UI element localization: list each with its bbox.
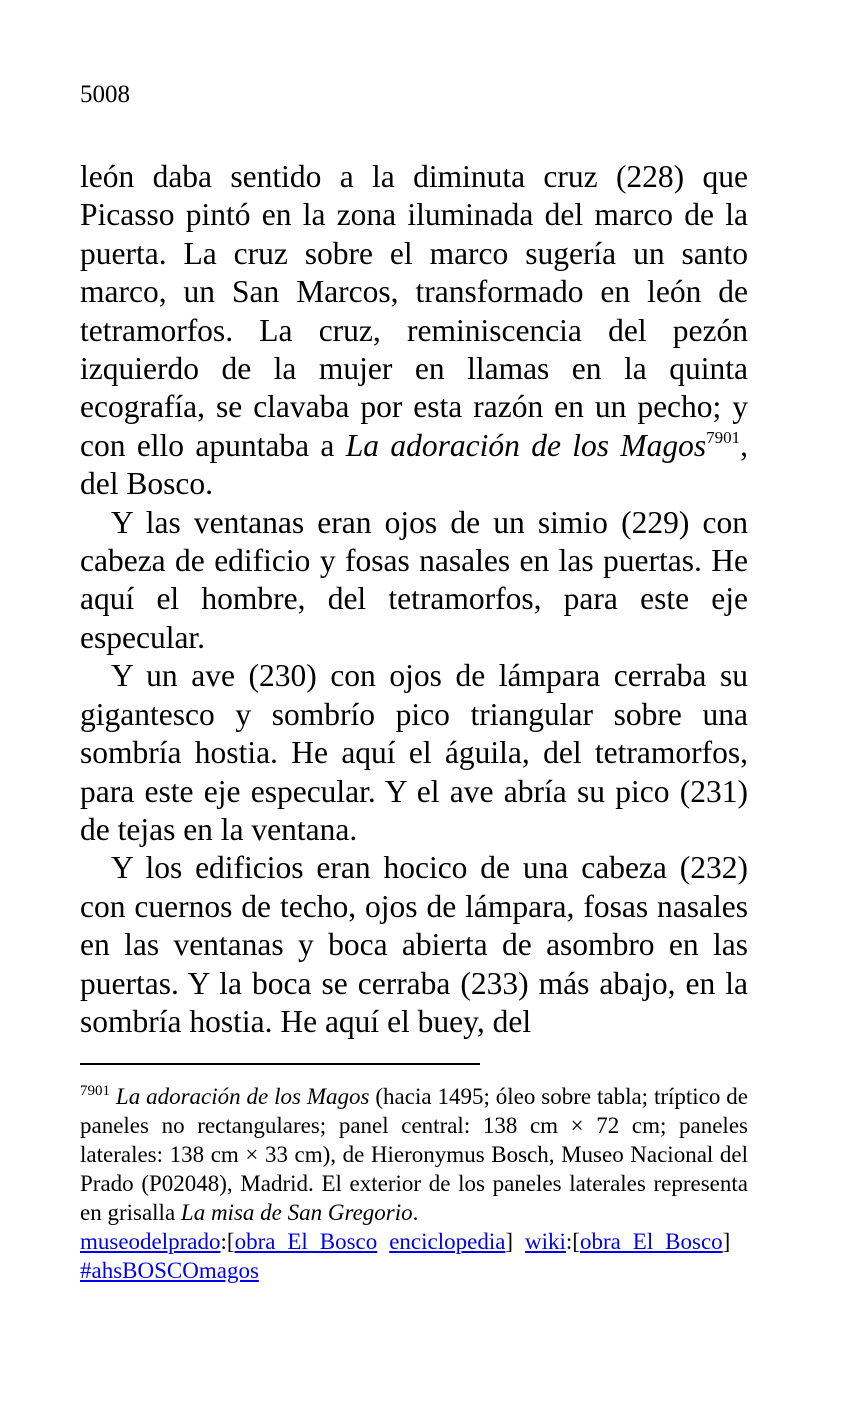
wiki-link[interactable]: wiki <box>525 1229 566 1254</box>
prado-enciclopedia-link[interactable]: enciclopedia <box>389 1229 506 1254</box>
paragraph-1 <box>80 158 748 504</box>
links-separator-1: :[ <box>220 1229 235 1254</box>
footnote-description: (hacia 1495; óleo sobre tabla; tríptico de paneles no rectangulares; panel central: 138 cm × 72 cm; paneles laterales: 138 cm × 33 cm), de Hieronymus Bosch, Museo Nacional del Prado (P02048), Madrid. El exterior de los paneles laterales representa en grisalla <box>80 1084 748 1225</box>
links-close-1: ] <box>505 1229 514 1254</box>
footnote-divider <box>80 1063 480 1065</box>
paragraph-2: Y las ventanas eran ojos de un simio (229) con cabeza de edificio y fosas nasales en las puertas. He aquí el hombre, del tetramorfos, para este eje especular. <box>80 504 748 655</box>
prado-obra-link[interactable]: obra El Bosco <box>234 1229 378 1254</box>
links-close-2: ] <box>722 1229 731 1254</box>
footnote <box>80 1082 748 1285</box>
footnote-reference[interactable]: 7901 <box>706 427 741 447</box>
wiki-obra-link[interactable]: obra El Bosco <box>579 1229 723 1254</box>
artwork-title: La adoración de los Magos <box>345 427 707 463</box>
paragraph-1-text-b: , del Bosco. <box>80 427 748 502</box>
paragraph-3: Y un ave (230) con ojos de lámpara cerraba su gigantesco y sombrío pico triangular sobre una sombría hostia. He aquí el águila, del tetramorfos, para este eje especular. Y el ave abría su pico (231) de tejas en la ventana. <box>80 658 748 847</box>
paragraph-1-text-a: león daba sentido a la diminuta cruz (228) que Picasso pintó en la zona iluminada del marco de la puerta. La cruz sobre el marco sugería un santo marco, un San Marcos, transformado en león de tetramorfos. La cruz, reminiscencia del pezón izquierdo de la mujer en llamas en la quinta ecografía, se clavaba por esta razón en un pecho; y con ello apuntaba a <box>80 159 748 463</box>
footnote-number: 7901 <box>80 1083 110 1099</box>
paragraph-4: Y los edificios eran hocico de una cabeza (232) con cuernos de techo, ojos de lámpara, fosas nasales en las ventanas y boca abierta de asombro en las puertas. Y la boca se cerraba (233) más abajo, en la sombría hostia. He aquí el buey, del <box>80 850 748 1039</box>
footnote-links <box>80 1227 748 1285</box>
museodelprado-link[interactable]: museodelprado <box>80 1229 221 1254</box>
footnote-text <box>80 1082 748 1227</box>
links-separator-2: :[ <box>565 1229 580 1254</box>
footnote-exterior-title: La misa de San Gregorio <box>180 1200 413 1225</box>
hashtag-link[interactable]: #ahsBOSCOmagos <box>80 1258 259 1283</box>
footnote-end: . <box>412 1200 419 1225</box>
footnote-artwork-title: La adoración de los Magos <box>115 1084 370 1109</box>
page-number: 5008 <box>80 81 130 108</box>
body-text <box>80 158 748 1041</box>
